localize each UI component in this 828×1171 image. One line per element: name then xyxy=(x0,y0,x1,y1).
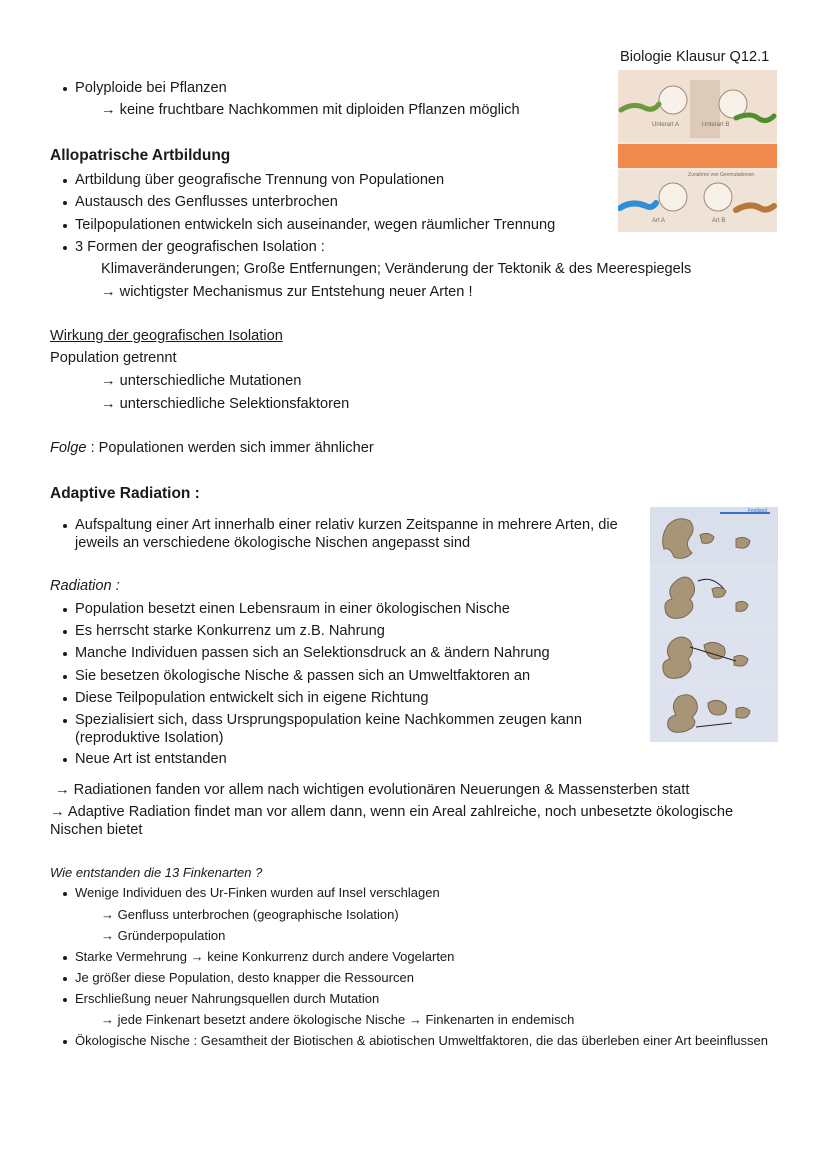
isolation-arrow-2: → unterschiedliche Selektionsfaktoren xyxy=(101,396,350,412)
allopatric-speciation-figure xyxy=(618,70,777,232)
bullet-dot xyxy=(63,758,67,762)
heading-adaptive-radiation: Adaptive Radiation : xyxy=(50,485,200,502)
folge-text: : Populationen werden sich immer ähnlicher xyxy=(86,440,374,456)
finch-arrow-3: → jede Finkenart besetzt andere ökologische Nische → Finkenarten in endemisch xyxy=(101,1012,575,1027)
allopatric-bullet-2: Austausch des Genflusses unterbrochen xyxy=(75,194,338,210)
figure-label-art-b: Art B xyxy=(712,218,726,224)
bullet-dot xyxy=(63,719,67,723)
figure-label-unterart-a: Unterart A xyxy=(652,122,680,128)
finch-arrow-1: → Genfluss unterbrochen (geographische Isolation) xyxy=(101,907,399,922)
allopatric-figure-svg xyxy=(618,70,777,232)
figure-label-unterart-b: Unterart B xyxy=(702,122,730,128)
allopatric-bullet-1: Artbildung über geografische Trennung von Populationen xyxy=(75,172,445,188)
bullet-dot xyxy=(63,998,67,1002)
isolation-line: Population getrennt xyxy=(50,350,177,366)
isolation-arrow-1: → unterschiedliche Mutationen xyxy=(101,373,302,389)
isolation-folge xyxy=(50,439,374,457)
bullet-dot xyxy=(63,179,67,183)
bullet-dot xyxy=(63,956,67,960)
map-label-festland: Festland xyxy=(748,508,768,514)
bullet-dot xyxy=(63,608,67,612)
heading-finches: Wie entstanden die 13 Finkenarten ? xyxy=(50,865,263,880)
heading-allopatric: Allopatrische Artbildung xyxy=(50,147,231,164)
bullet-dot xyxy=(63,1040,67,1044)
radiation-bullet-2: Es herrscht starke Konkurrenz um z.B. Nahrung xyxy=(75,623,385,639)
galapagos-figure-svg xyxy=(650,507,778,742)
finch-bullet-1: Wenige Individuen des Ur-Finken wurden auf Insel verschlagen xyxy=(75,885,440,900)
radiation-bullet-1: Population besetzt einen Lebensraum in einer ökologischen Nische xyxy=(75,601,510,617)
arrow-polyploide: → keine fruchtbare Nachkommen mit diploiden Pflanzen möglich xyxy=(101,102,520,118)
finch-bullet-2: Starke Vermehrung → keine Konkurrenz durch andere Vogelarten xyxy=(75,949,455,964)
allopatric-bullet-3: Teilpopulationen entwickeln sich auseinander, wegen räumlicher Trennung xyxy=(75,217,556,233)
adaptive-arrow-1: → Radiationen fanden vor allem nach wichtigen evolutionären Neuerungen & Massensterben statt xyxy=(55,782,690,798)
bullet-dot xyxy=(63,630,67,634)
bullet-dot xyxy=(63,87,67,91)
adaptive-main-bullet: Aufspaltung einer Art innerhalb einer relativ kurzen Zeitspanne in mehrere Arten, die jeweils an verschiedene ökologische Nischen angepasst sind xyxy=(75,517,618,551)
radiation-label: Radiation : xyxy=(50,578,120,594)
finch-bullet-5: Ökologische Nische : Gesamtheit der Biotischen & abiotischen Umweltfaktoren, die das überleben einer Art beeinflussen xyxy=(75,1033,768,1048)
page-header-title: Biologie Klausur Q12.1 xyxy=(620,49,770,65)
allopatric-forms: Klimaveränderungen; Große Entfernungen; Veränderung der Tektonik & des Meerespiegels xyxy=(101,261,692,277)
radiation-bullet-5: Diese Teilpopulation entwickelt sich in eigene Richtung xyxy=(75,690,429,706)
allopatric-bullet-4: 3 Formen der geografischen Isolation : xyxy=(75,239,325,255)
allopatric-arrow: → wichtigster Mechanismus zur Entstehung neuer Arten ! xyxy=(101,284,473,300)
bullet-polyploide: Polyploide bei Pflanzen xyxy=(75,80,227,96)
galapagos-radiation-figure xyxy=(650,507,778,742)
figure-band-text: Zunahme von Genmutationen xyxy=(688,172,755,178)
radiation-bullet-7: Neue Art ist entstanden xyxy=(75,751,227,767)
bullet-dot xyxy=(63,224,67,228)
radiation-bullet-4: Sie besetzen ökologische Nische & passen sich an Umweltfaktoren an xyxy=(75,668,531,684)
bullet-dot xyxy=(63,892,67,896)
bullet-dot xyxy=(63,524,67,528)
radiation-bullet-3: Manche Individuen passen sich an Selektionsdruck an & ändern Nahrung xyxy=(75,645,550,661)
figure-label-art-a: Art A xyxy=(652,218,666,224)
bullet-dot xyxy=(63,201,67,205)
bullet-dot xyxy=(63,697,67,701)
bullet-dot xyxy=(63,977,67,981)
adaptive-arrow-2: → Adaptive Radiation findet man vor allem dann, wenn ein Areal zahlreiche, noch unbesetzte ökologische Nischen bietet xyxy=(50,804,734,838)
folge-label: Folge xyxy=(50,440,87,456)
bullet-dot xyxy=(63,652,67,656)
finch-bullet-3: Je größer diese Population, desto knapper die Ressourcen xyxy=(75,970,414,985)
bullet-dot xyxy=(63,675,67,679)
finch-arrow-2: → Gründerpopulation xyxy=(101,928,226,943)
bullet-dot xyxy=(63,246,67,250)
radiation-bullet-6: Spezialisiert sich, dass Ursprungspopulation keine Nachkommen zeugen kann (reproduktive Isolation) xyxy=(75,712,583,746)
finch-bullet-4: Erschließung neuer Nahrungsquellen durch Mutation xyxy=(75,991,380,1006)
heading-isolation: Wirkung der geografischen Isolation xyxy=(50,328,283,344)
